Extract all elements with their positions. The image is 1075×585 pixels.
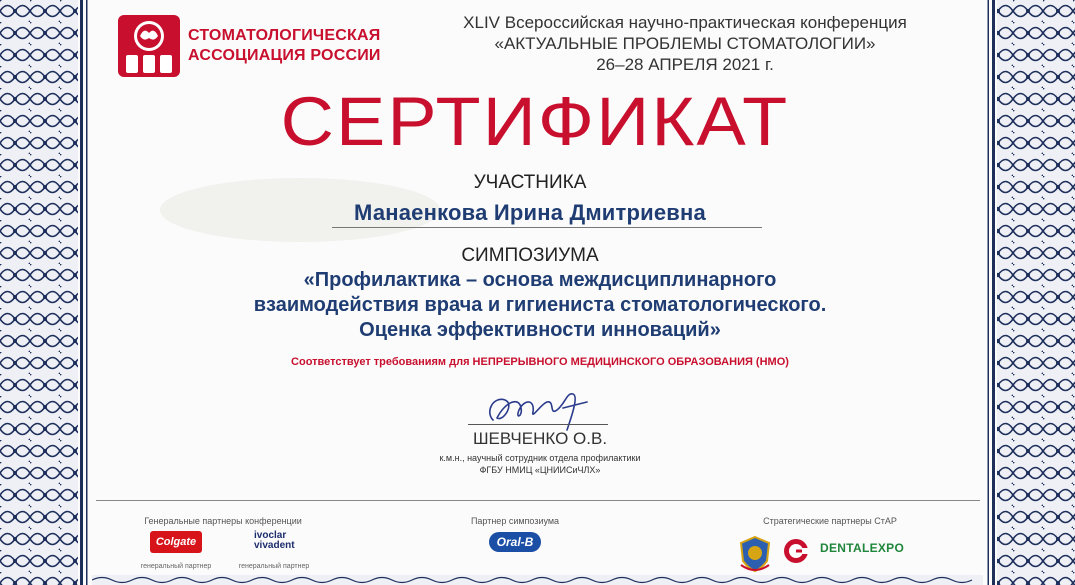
conference-line1: XLIV Всероссийская научно-практическая конференция	[463, 13, 907, 32]
dentalexpo-logo: DENTALEXPO	[820, 541, 905, 555]
oral-b-logo: Oral-B	[489, 532, 541, 552]
association-logo-icon	[118, 15, 180, 77]
ornamental-border-right	[983, 0, 1075, 585]
strategic-partners-heading: Стратегические партнеры СтАР	[763, 516, 897, 526]
conference-header	[415, 12, 955, 75]
ivoclar-caption: генеральный партнер	[238, 563, 310, 570]
organization-name-line2: АССОЦИАЦИЯ РОССИИ	[188, 47, 381, 64]
signatory-position-line2: ФГБУ НМИЦ «ЦНИИСиЧЛХ»	[479, 465, 601, 475]
participant-name: Манаенкова Ирина Дмитриевна	[354, 200, 706, 225]
name-underline	[332, 227, 762, 228]
ornamental-border-left	[0, 0, 92, 585]
ivoclar-line2: vivadent	[254, 540, 295, 551]
signatory-position-line1: к.м.н., научный сотрудник отдела профилактики	[439, 453, 641, 463]
participant-label: УЧАСТНИКА	[473, 172, 587, 193]
ivoclar-line1: ivoclar	[254, 530, 287, 541]
symposium-title-line2: взаимодействия врача и гигиениста стоматологического.	[253, 294, 827, 316]
organization-name	[188, 26, 403, 66]
signature-line	[468, 424, 608, 425]
signatory-name: ШЕВЧЕНКО О.В.	[472, 429, 608, 448]
partners-divider	[96, 500, 980, 501]
handwritten-signature	[475, 382, 605, 434]
certificate-title: СЕРТИФИКАТ	[280, 83, 790, 160]
symposium-title-line3: Оценка эффективности инноваций»	[359, 319, 721, 341]
signatory-position	[380, 452, 700, 476]
conference-line2: «АКТУАЛЬНЫЕ ПРОБЛЕМЫ СТОМАТОЛОГИИ»	[494, 34, 876, 53]
colgate-logo: Colgate	[150, 531, 202, 553]
ornamental-border-bottom	[92, 575, 983, 585]
symposium-partner-heading: Партнер симпозиума	[470, 516, 560, 526]
star-partner-mark-icon	[782, 537, 810, 565]
symposium-title-line1: «Профилактика – основа междисциплинарного	[303, 269, 777, 291]
colgate-caption: генеральный партнер	[140, 563, 212, 570]
nmo-statement: Соответствует требованиям для НЕПРЕРЫВНОГО МЕДИЦИНСКОГО ОБРАЗОВАНИЯ (НМО)	[291, 356, 789, 368]
symposium-title	[205, 268, 875, 343]
general-partners-heading: Генеральные партнеры конференции	[144, 516, 302, 526]
organization-name-line1: СТОМАТОЛОГИЧЕСКАЯ	[188, 27, 381, 44]
symposium-label: СИМПОЗИУМА	[461, 245, 599, 266]
emblem-icon	[737, 535, 773, 573]
conference-dates: 26–28 АПРЕЛЯ 2021 г.	[596, 55, 774, 74]
ivoclar-vivadent-logo	[254, 531, 324, 551]
